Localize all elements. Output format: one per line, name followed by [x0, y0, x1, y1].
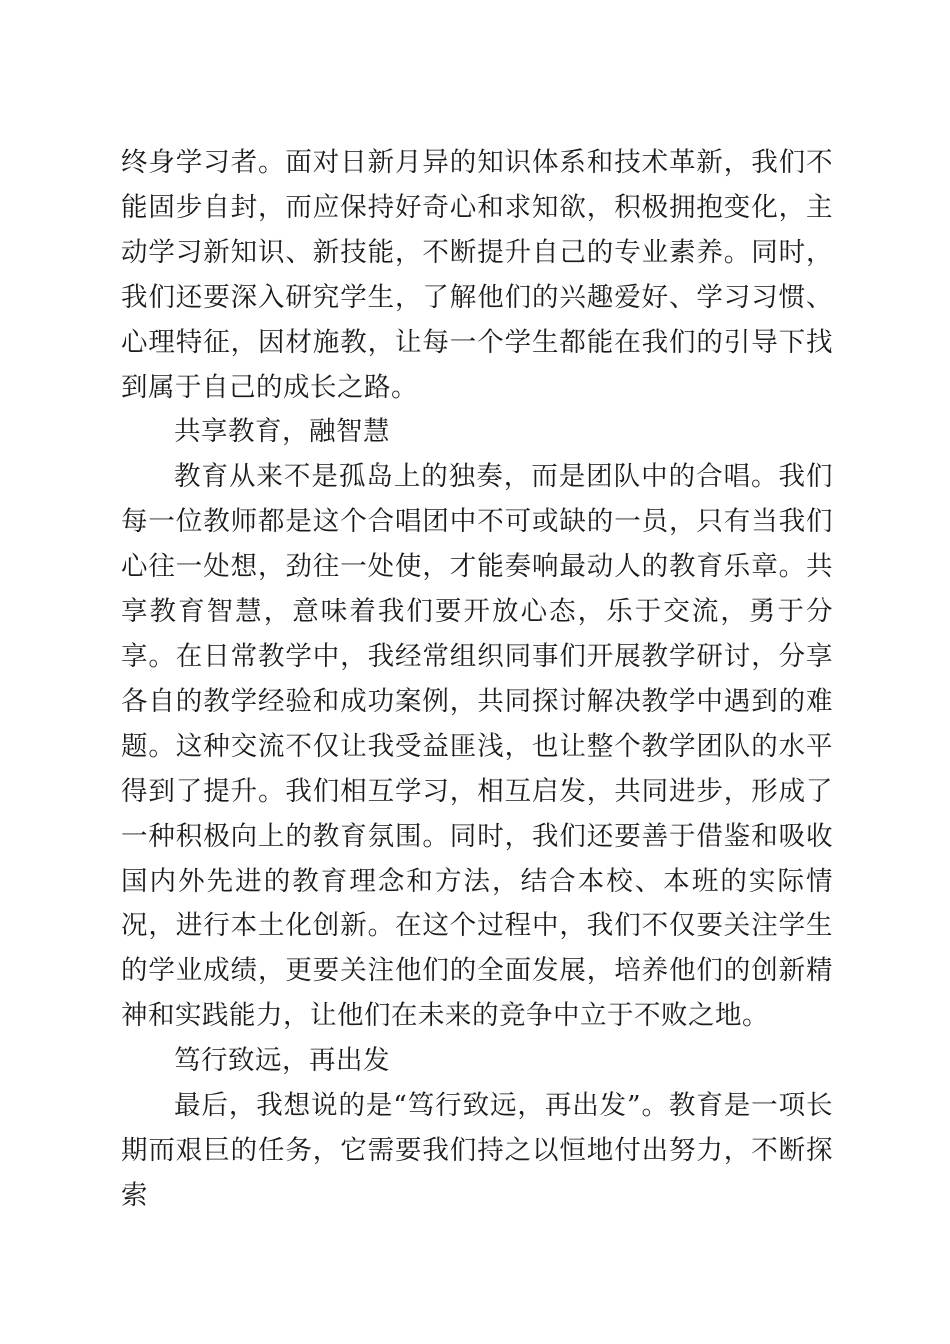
paragraph-continuation: 终身学习者。面对日新月异的知识体系和技术革新，我们不能固步自封，而应保持好奇心和求知欲，积极拥抱变化，主动学习新知识、新技能，不断提升自己的专业素养。同时，我们还要深入研究学生，了解他们的兴趣爱好、学习习惯、心理特征，因材施教，让每一个学生都能在我们的引导下找到属于自己的成长之路。 [121, 147, 833, 403]
section-heading-persist: 笃行致远，再出发 [174, 1045, 390, 1077]
paragraph-persist: 最后，我想说的是“笃行致远，再出发”。教育是一项长期而艰巨的任务，它需要我们持之以恒地付出努力，不断探索 [121, 1090, 833, 1211]
paragraph-sharing: 教育从来不是孤岛上的独奏，而是团队中的合唱。我们每一位教师都是这个合唱团中不可或缺的一员，只有当我们心往一处想，劲往一处使，才能奏响最动人的教育乐章。共享教育智慧，意味着我们要开放心态，乐于交流，勇于分享。在日常教学中，我经常组织同事们开展教学研讨，分享各自的教学经验和成功案例，共同探讨解决教学中遇到的难题。这种交流不仅让我受益匪浅，也让整个教学团队的水平得到了提升。我们相互学习，相互启发，共同进步，形成了一种积极向上的教育氛围。同时，我们还要善于借鉴和吸收国内外先进的教育理念和方法，结合本校、本班的实际情况，进行本土化创新。在这个过程中，我们不仅要关注学生的学业成绩，更要关注他们的全面发展，培养他们的创新精神和实践能力，让他们在未来的竞争中立于不败之地。 [121, 461, 833, 1032]
document-body [121, 141, 833, 1219]
section-heading-sharing: 共享教育，融智慧 [174, 416, 390, 448]
